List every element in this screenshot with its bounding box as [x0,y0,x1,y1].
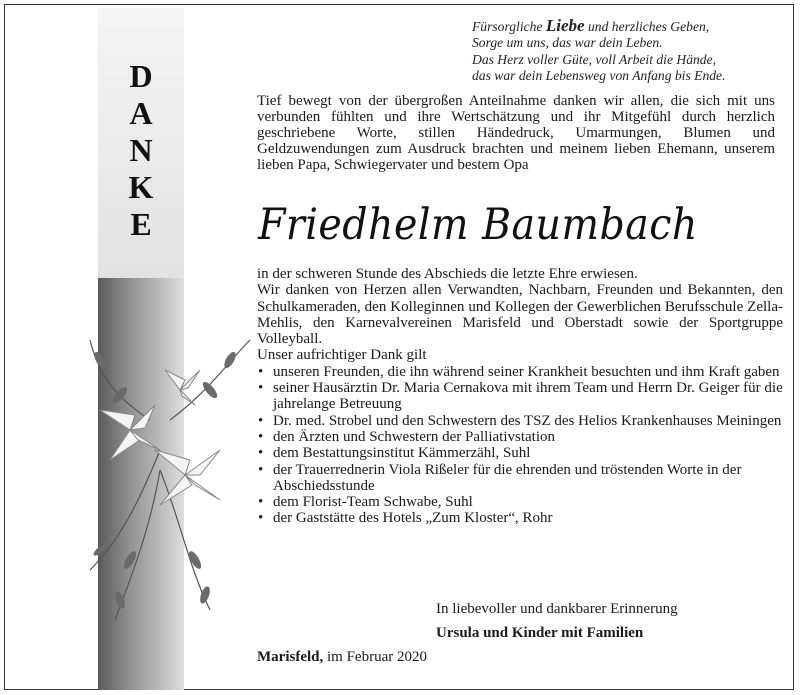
intro-paragraph: Tief bewegt von der übergroßen Anteilnahme danken wir allen, die sich mit uns verbunden fühlten und ihre Wertschätzung und ihr Mitgefühl durch herzlich geschriebene Worte, stillen Händedruck, Umarmungen, Blumen und Geldzuwendungen zum Ausdruck brachten und meinem lieben Ehemann, unserem lieben Papa, Schwiegervater und bestem Opa [257,93,775,173]
place: Marisfeld, [257,649,324,665]
list-item: • dem Bestattungsinstitut Kämmerzähl, Suhl [257,445,783,461]
thanks-body [257,266,783,527]
poem-line: Sorge um uns, das war dein Leben. [472,35,663,51]
signature: Ursula und Kinder mit Familien [436,625,644,641]
place-date [257,649,427,666]
list-item: • unseren Freunden, die ihn während seiner Krankheit besuchten und ihm Kraft gaben [257,364,783,380]
list-item: • seiner Hausärztin Dr. Maria Cernakova mit ihrem Team und Herrn Dr. Geiger für die jahrelange Betreuung [257,380,783,413]
closing-line: In liebevoller und dankbarer Erinnerung [436,601,678,617]
poem [472,18,725,85]
poem-emphasis-word: Liebe [545,16,585,35]
list-item: • Dr. med. Strobel und den Schwestern des TSZ des Helios Krankenhauses Meiningen [257,413,783,429]
flower-stems [90,340,250,620]
danke-vertical-title [98,58,184,243]
deceased-name: Friedhelm Baumbach [258,200,698,250]
poem-text: und herzliches Geben, [588,19,710,34]
danke-letter: K [128,169,154,205]
thanks-paragraph: Wir danken von Herzen allen Verwandten, Nachbarn, Freunden und Bekannten, den Schulkameraden, den Kolleginnen und Kollegen der Gewerblichen Berufsschule Zella-Mehlis, den Karnevalvereinen Marisfeld und Oberstadt sowie der Sportgruppe Volleyball. [257,282,783,348]
after-name-text: in der schweren Stunde des Abschieds die letzte Ehre erwiesen. [257,266,638,282]
danke-letter: D [129,58,153,94]
poem-text: Fürsorgliche [472,19,543,34]
poem-line: Das Herz voller Güte, voll Arbeit die Hände, [472,51,717,67]
danke-letter: E [130,206,152,242]
list-item: • der Gaststätte des Hotels „Zum Kloster“, Rohr [257,510,783,526]
closing-block [436,597,678,645]
thanks-list [257,364,783,527]
poem-line [472,18,725,35]
list-item: • den Ärzten und Schwestern der Palliativstation [257,429,783,445]
list-item: • dem Florist-Team Schwabe, Suhl [257,494,783,510]
list-item: • der Trauerrednerin Viola Rißeler für die ehrenden und tröstenden Worte in der Abschiedsstunde [257,462,783,495]
special-thanks-heading: Unser aufrichtiger Dank gilt [257,347,427,364]
lily-blossoms [100,370,220,505]
poem-line: das war dein Lebensweg von Anfang bis Ende. [472,68,726,84]
date: im Februar 2020 [326,649,427,665]
lily-flower-image [60,300,260,630]
danke-letter: N [129,132,153,168]
danke-letter: A [129,95,153,131]
